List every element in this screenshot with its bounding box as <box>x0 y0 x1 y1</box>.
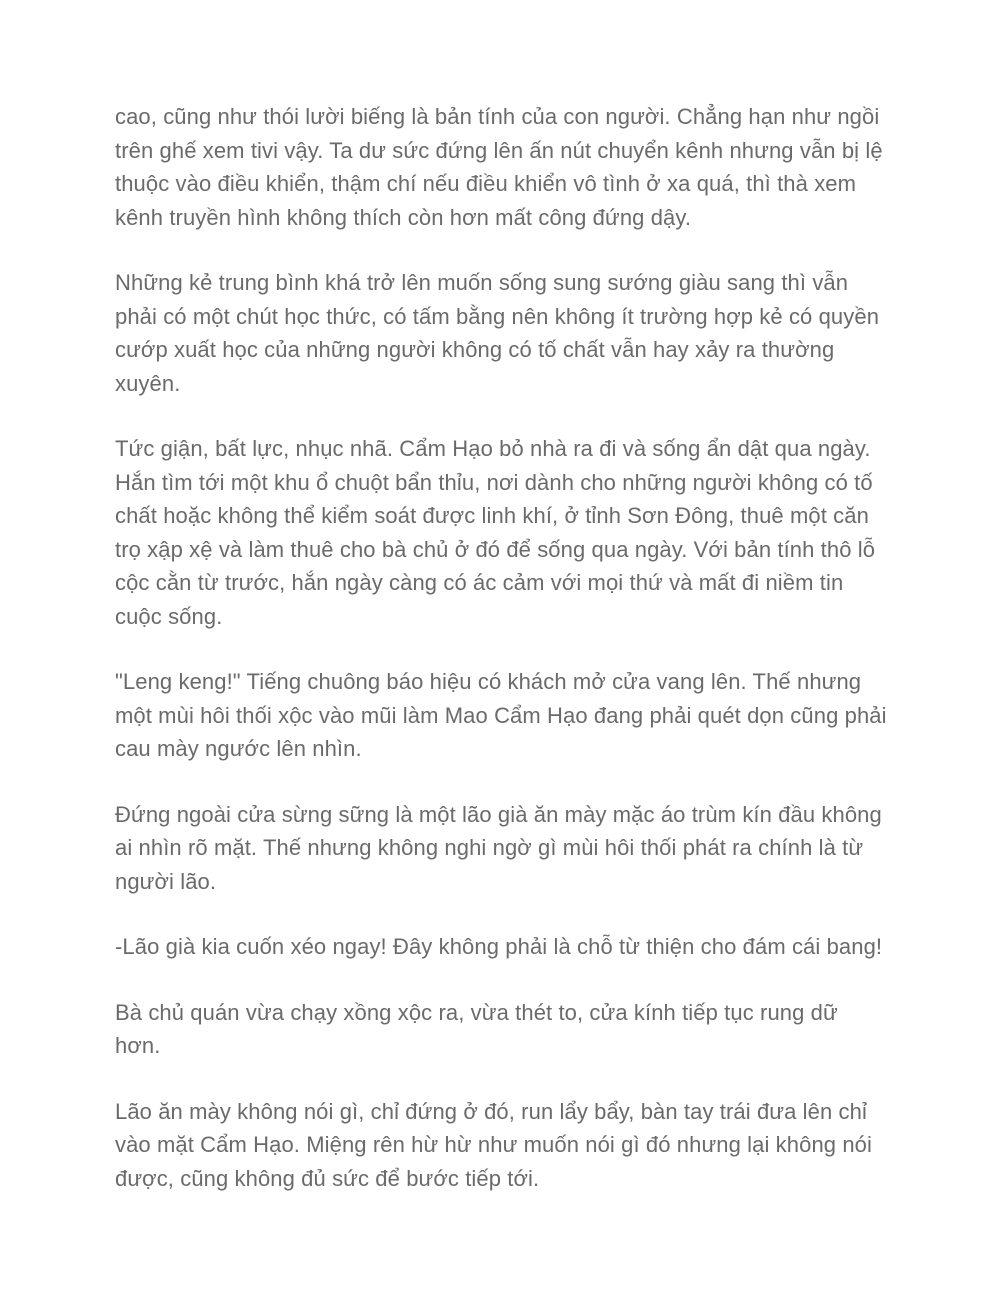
paragraph: Những kẻ trung bình khá trở lên muốn sống sung sướng giàu sang thì vẫn phải có một chút học thức, có tấm bằng nên không ít trường hợp kẻ có quyền cướp xuất học của những người không có tố chất vẫn hay xảy ra thường xuyên. <box>115 270 880 396</box>
paragraph: Lão ăn mày không nói gì, chỉ đứng ở đó, run lẩy bẩy, bàn tay trái đưa lên chỉ vào mặt Cẩm Hạo. Miệng rên hừ hừ như muốn nói gì đó nhưng lại không nói được, cũng không đủ sức để bước tiếp tới. <box>115 1098 872 1191</box>
paragraph: cao, cũng như thói lười biếng là bản tính của con người. Chẳng hạn như ngồi trên ghế xem tivi vậy. Ta dư sức đứng lên ấn nút chuyển kênh nhưng vẫn bị lệ thuộc vào điều khiển, thậm chí nếu điều khiển vô tình ở xa quá, thì thà xem kênh truyền hình không thích còn hơn mất công đứng dậy. <box>115 104 883 230</box>
paragraph: Đứng ngoài cửa sừng sững là một lão già ăn mày mặc áo trùm kín đầu không ai nhìn rõ mặt. Thế nhưng không nghi ngờ gì mùi hôi thối phát ra chính là từ người lão. <box>115 801 882 894</box>
paragraph: -Lão già kia cuốn xéo ngay! Đây không phải là chỗ từ thiện cho đám cái bang! <box>115 934 883 959</box>
paragraph: Tức giận, bất lực, nhục nhã. Cẩm Hạo bỏ nhà ra đi và sống ẩn dật qua ngày. Hắn tìm tới một khu ổ chuột bẩn thỉu, nơi dành cho những người không có tố chất hoặc không thể kiểm soát được linh khí, ở tỉnh Sơn Đông, thuê một căn trọ xập xệ và làm thuê cho bà chủ ở đó để sống qua ngày. Với bản tính thô lỗ cộc cằn từ trước, hắn ngày càng có ác cảm với mọi thứ và mất đi niềm tin cuộc sống. <box>115 436 876 629</box>
paragraph: "Leng keng!" Tiếng chuông báo hiệu có khách mở cửa vang lên. Thế nhưng một mùi hôi thối xộc vào mũi làm Mao Cẩm Hạo đang phải quét dọn cũng phải cau mày ngước lên nhìn. <box>115 669 887 761</box>
paragraph: Bà chủ quán vừa chạy xồng xộc ra, vừa thét to, cửa kính tiếp tục rung dữ hơn. <box>115 999 838 1058</box>
text-column <box>115 100 887 1227</box>
